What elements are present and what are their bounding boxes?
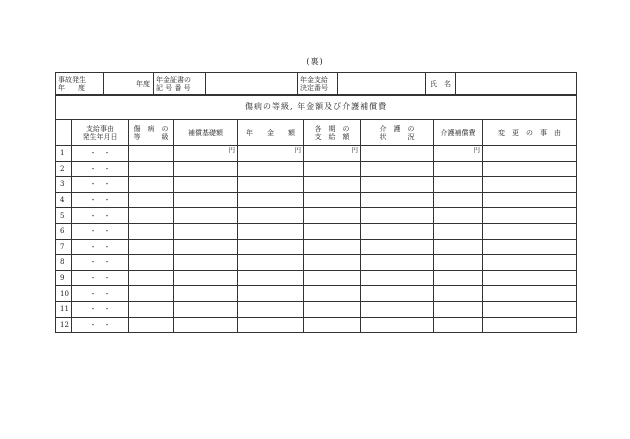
change-reason-cell[interactable] <box>483 301 577 317</box>
grade-cell[interactable] <box>129 317 174 333</box>
base-amount-cell[interactable] <box>174 223 238 239</box>
table-row <box>56 208 577 224</box>
change-reason-cell[interactable] <box>483 161 577 177</box>
row-number: 6 <box>56 223 72 239</box>
decision-number-field[interactable] <box>338 73 426 96</box>
row-number: 1 <box>56 146 72 162</box>
grade-cell[interactable] <box>129 177 174 193</box>
table-row <box>56 255 577 271</box>
date-separator: ・ <box>89 242 97 251</box>
table-row <box>56 270 577 286</box>
period-amount-cell[interactable] <box>304 161 361 177</box>
pension-cell[interactable]: 円 <box>238 146 304 162</box>
date-separator: ・ <box>89 289 97 298</box>
row-number: 12 <box>56 317 72 333</box>
base-amount-cell[interactable] <box>174 286 238 302</box>
header-pension: 年 金 額 <box>238 120 304 146</box>
date-separator: ・ <box>103 227 111 236</box>
date-separator: ・ <box>89 211 97 220</box>
date-cell[interactable] <box>72 286 129 302</box>
row-number: 2 <box>56 161 72 177</box>
change-reason-cell[interactable] <box>483 317 577 333</box>
care-status-cell[interactable] <box>361 208 434 224</box>
accident-year-label: 事故発生 年 度 <box>56 73 104 96</box>
period-amount-cell[interactable] <box>304 255 361 271</box>
date-separator: ・ <box>89 164 97 173</box>
pension-cell[interactable] <box>238 208 304 224</box>
care-status-cell[interactable] <box>361 192 434 208</box>
base-amount-cell[interactable] <box>174 161 238 177</box>
pension-cell[interactable] <box>238 223 304 239</box>
header-care-pay: 介護補償費 <box>434 120 483 146</box>
change-reason-cell[interactable] <box>483 208 577 224</box>
pension-cell[interactable] <box>238 192 304 208</box>
nendo-label: 年度 <box>136 80 150 88</box>
care-status-cell[interactable] <box>361 239 434 255</box>
date-cell[interactable] <box>72 223 129 239</box>
period-amount-cell[interactable] <box>304 270 361 286</box>
date-separator: ・ <box>89 196 97 205</box>
grade-cell[interactable] <box>129 301 174 317</box>
care-status-cell[interactable] <box>361 177 434 193</box>
change-reason-cell[interactable] <box>483 146 577 162</box>
care-pay-cell[interactable] <box>434 223 483 239</box>
date-separator: ・ <box>103 242 111 251</box>
care-pay-cell[interactable] <box>434 270 483 286</box>
grade-cell[interactable] <box>129 146 174 162</box>
base-amount-cell[interactable] <box>174 317 238 333</box>
row-number: 4 <box>56 192 72 208</box>
date-cell[interactable] <box>72 192 129 208</box>
table-row <box>56 146 577 162</box>
base-amount-cell[interactable]: 円 <box>174 146 238 162</box>
name-field[interactable] <box>456 73 577 96</box>
care-pay-cell[interactable]: 円 <box>434 146 483 162</box>
base-amount-cell[interactable] <box>174 239 238 255</box>
change-reason-cell[interactable] <box>483 286 577 302</box>
row-number: 9 <box>56 270 72 286</box>
date-cell[interactable] <box>72 161 129 177</box>
care-status-cell[interactable] <box>361 270 434 286</box>
table-row <box>56 239 577 255</box>
grade-cell[interactable] <box>129 192 174 208</box>
header-grade: 傷 病 の 等 級 <box>129 120 174 146</box>
change-reason-cell[interactable] <box>483 223 577 239</box>
decision-label: 年金支給 決定番号 <box>298 73 338 96</box>
pension-cell[interactable] <box>238 270 304 286</box>
care-pay-cell[interactable] <box>434 192 483 208</box>
base-amount-cell[interactable] <box>174 270 238 286</box>
date-separator: ・ <box>89 180 97 189</box>
date-cell[interactable] <box>72 317 129 333</box>
date-separator: ・ <box>89 258 97 267</box>
date-separator: ・ <box>89 305 97 314</box>
table-row <box>56 161 577 177</box>
date-separator: ・ <box>103 211 111 220</box>
accident-year-value[interactable] <box>104 73 154 96</box>
care-status-cell[interactable] <box>361 317 434 333</box>
page-side-label: (裏) <box>306 57 324 66</box>
pension-cell[interactable] <box>238 161 304 177</box>
date-separator: ・ <box>103 196 111 205</box>
care-status-cell[interactable] <box>361 255 434 271</box>
row-number: 5 <box>56 208 72 224</box>
pension-table <box>55 94 577 333</box>
period-amount-cell[interactable] <box>304 286 361 302</box>
grade-cell[interactable] <box>129 208 174 224</box>
care-pay-cell[interactable] <box>434 255 483 271</box>
date-cell[interactable] <box>72 301 129 317</box>
header-change-reason: 変 更 の 事 由 <box>483 120 577 146</box>
date-separator: ・ <box>103 180 111 189</box>
header-care-status: 介 護 の 状 況 <box>361 120 434 146</box>
pension-cell[interactable] <box>238 301 304 317</box>
care-pay-cell[interactable] <box>434 286 483 302</box>
name-label: 氏 名 <box>426 73 456 96</box>
pension-cell[interactable] <box>238 255 304 271</box>
date-cell[interactable] <box>72 270 129 286</box>
change-reason-cell[interactable] <box>483 177 577 193</box>
period-amount-cell[interactable] <box>304 223 361 239</box>
row-number: 8 <box>56 255 72 271</box>
header-period-amount: 各 期 の 支 給 額 <box>304 120 361 146</box>
table-row <box>56 177 577 193</box>
pension-cell[interactable] <box>238 177 304 193</box>
period-amount-cell[interactable] <box>304 192 361 208</box>
care-pay-cell[interactable] <box>434 239 483 255</box>
date-separator: ・ <box>103 274 111 283</box>
care-pay-cell[interactable] <box>434 177 483 193</box>
date-separator: ・ <box>103 305 111 314</box>
base-amount-cell[interactable] <box>174 255 238 271</box>
info-table <box>55 72 577 96</box>
change-reason-cell[interactable] <box>483 192 577 208</box>
date-separator: ・ <box>89 320 97 329</box>
cert-number-field[interactable] <box>206 73 298 96</box>
row-number: 7 <box>56 239 72 255</box>
date-separator: ・ <box>89 227 97 236</box>
table-row <box>56 286 577 302</box>
base-amount-cell[interactable] <box>174 301 238 317</box>
table-title: 傷病の等級, 年金額及び介護補償費 <box>56 95 577 120</box>
grade-cell[interactable] <box>129 223 174 239</box>
date-cell[interactable] <box>72 255 129 271</box>
date-separator: ・ <box>103 320 111 329</box>
pension-cell[interactable] <box>238 239 304 255</box>
change-reason-cell[interactable] <box>483 270 577 286</box>
care-pay-cell[interactable] <box>434 317 483 333</box>
table-row <box>56 223 577 239</box>
care-status-cell[interactable] <box>361 161 434 177</box>
date-separator: ・ <box>89 274 97 283</box>
date-cell[interactable] <box>72 177 129 193</box>
header-base-amount: 補償基礎額 <box>174 120 238 146</box>
change-reason-cell[interactable] <box>483 239 577 255</box>
date-cell[interactable] <box>72 239 129 255</box>
care-status-cell[interactable] <box>361 223 434 239</box>
period-amount-cell[interactable] <box>304 239 361 255</box>
table-row <box>56 317 577 333</box>
pension-cell[interactable] <box>238 317 304 333</box>
period-amount-cell[interactable] <box>304 317 361 333</box>
care-status-cell[interactable] <box>361 301 434 317</box>
change-reason-cell[interactable] <box>483 255 577 271</box>
grade-cell[interactable] <box>129 286 174 302</box>
date-cell[interactable] <box>72 146 129 162</box>
date-cell[interactable] <box>72 208 129 224</box>
period-amount-cell[interactable] <box>304 208 361 224</box>
table-row <box>56 192 577 208</box>
date-separator: ・ <box>103 149 111 158</box>
base-amount-cell[interactable] <box>174 177 238 193</box>
period-amount-cell[interactable]: 円 <box>304 146 361 162</box>
base-amount-cell[interactable] <box>174 192 238 208</box>
care-pay-cell[interactable] <box>434 208 483 224</box>
grade-cell[interactable] <box>129 255 174 271</box>
grade-cell[interactable] <box>129 270 174 286</box>
care-status-cell[interactable] <box>361 146 434 162</box>
date-separator: ・ <box>103 289 111 298</box>
row-number: 10 <box>56 286 72 302</box>
care-pay-cell[interactable] <box>434 301 483 317</box>
header-date: 支給事由 発生年月日 <box>72 120 129 146</box>
grade-cell[interactable] <box>129 161 174 177</box>
cert-label: 年金証書の 記 号 番 号 <box>154 73 206 96</box>
row-number: 3 <box>56 177 72 193</box>
date-separator: ・ <box>103 258 111 267</box>
header-number <box>56 120 72 146</box>
period-amount-cell[interactable] <box>304 301 361 317</box>
grade-cell[interactable] <box>129 239 174 255</box>
row-number: 11 <box>56 301 72 317</box>
date-separator: ・ <box>89 149 97 158</box>
care-pay-cell[interactable] <box>434 161 483 177</box>
pension-cell[interactable] <box>238 286 304 302</box>
table-row <box>56 301 577 317</box>
base-amount-cell[interactable] <box>174 208 238 224</box>
care-status-cell[interactable] <box>361 286 434 302</box>
date-separator: ・ <box>103 164 111 173</box>
period-amount-cell[interactable] <box>304 177 361 193</box>
